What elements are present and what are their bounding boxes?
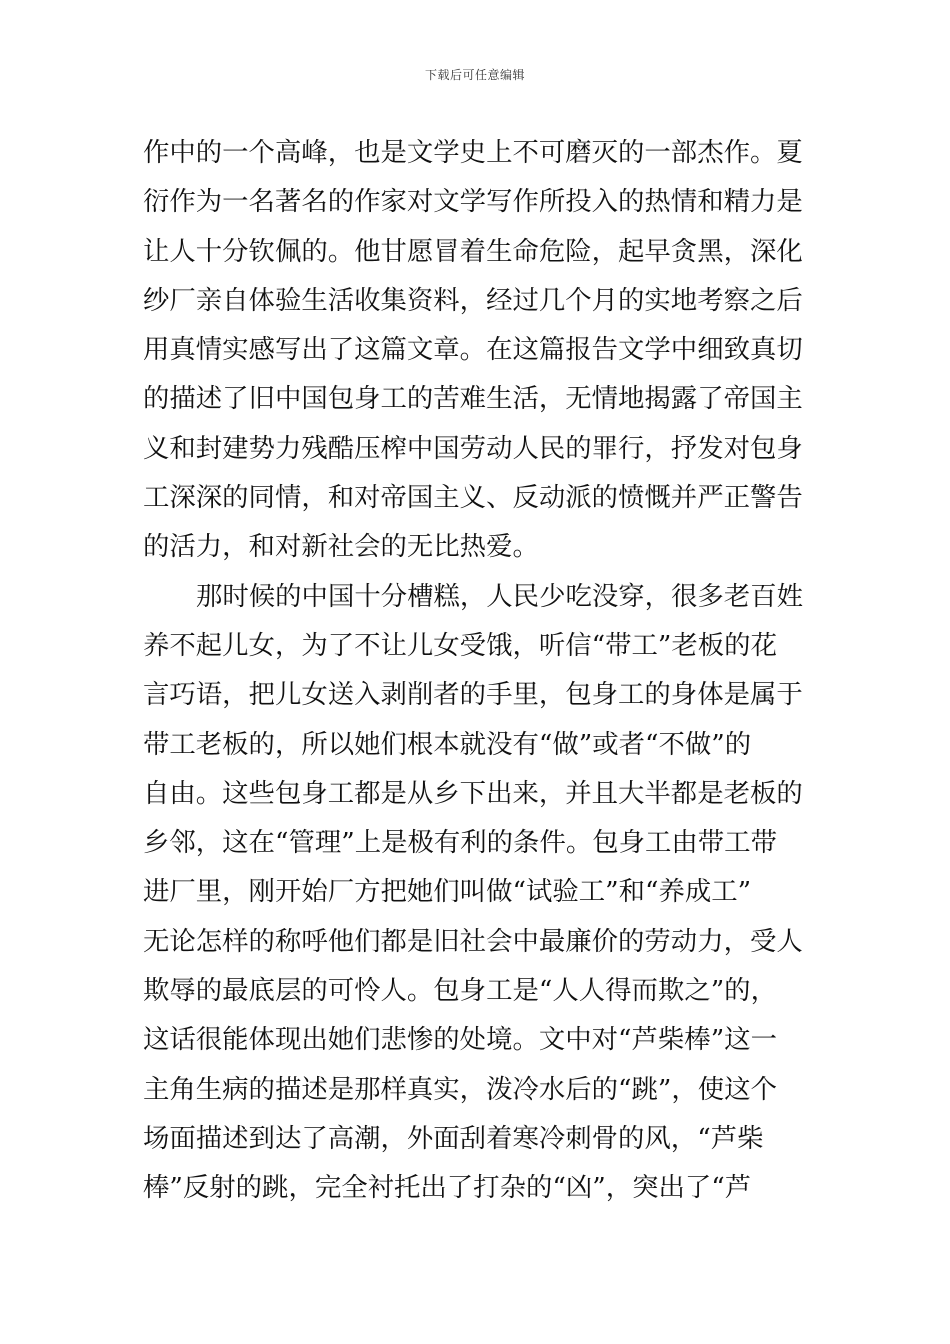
text-line: 义和封建势力残酷压榨中国劳动人民的罪行，抒发对包身 — [143, 432, 803, 464]
text-line: 作中的一个高峰，也是文学史上不可磨灭的一部杰作。夏 — [143, 137, 803, 168]
text-line: 乡邻，这在“管理”上是极有利的条件。包身工由带工带 — [143, 827, 777, 859]
text-line: 无论怎样的称呼他们都是旧社会中最廉价的劳动力，受人 — [143, 925, 803, 957]
text-line: 的活力，和对新社会的无比热爱。 — [143, 531, 539, 563]
document-body — [143, 128, 807, 1213]
text-line: 工深深的同情，和对帝国主义、反动派的愤慨并严正警告 — [143, 482, 803, 514]
text-line: 自由。这些包身工都是从乡下出来，并且大半都是老板的 — [143, 777, 803, 809]
text-line: 用真情实感写出了这篇文章。在这篇报告文学中细致真切 — [143, 334, 803, 366]
text-line: 的描述了旧中国包身工的苦难生活，无情地揭露了帝国主 — [143, 383, 803, 415]
text-line: 欺辱的最底层的可怜人。包身工是“人人得而欺之”的， — [143, 975, 777, 1007]
text-line: 让人十分钦佩的。他甘愿冒着生命危险，起早贪黑，深化 — [143, 235, 803, 267]
text-line: 衍作为一名著名的作家对文学写作所投入的热情和精力是 — [143, 186, 803, 218]
paragraph-first-line: 那时候的中国十分槽糕，人民少吃没穿，很多老百姓 — [196, 580, 803, 612]
text-line: 棒”反射的跳，完全衬托出了打杂的“凶”，突出了“芦 — [143, 1172, 752, 1204]
text-line: 言巧语，把儿女送入剥削者的手里，包身工的身体是属于 — [143, 679, 803, 711]
text-line: 主角生病的描述是那样真实，泼冷水后的“跳”，使这个 — [143, 1073, 777, 1105]
text-line: 进厂里，刚开始厂方把她们叫做“试验工”和“养成工” — [143, 876, 752, 908]
text-line: 这话很能体现出她们悲惨的处境。文中对“芦柴棒”这一 — [143, 1024, 777, 1056]
page-header: 下载后可任意编辑 — [424, 68, 525, 82]
text-line: 场面描述到达了高潮，外面刮着寒冷刺骨的风，“芦柴 — [143, 1122, 764, 1154]
text-line: 养不起儿女，为了不让儿女受饿，听信“带工”老板的花 — [143, 629, 777, 661]
text-line: 带工老板的，所以她们根本就没有“做”或者“不做”的 — [143, 728, 752, 760]
text-line: 纱厂亲自体验生活收集资料，经过几个月的实地考察之后 — [143, 284, 803, 316]
